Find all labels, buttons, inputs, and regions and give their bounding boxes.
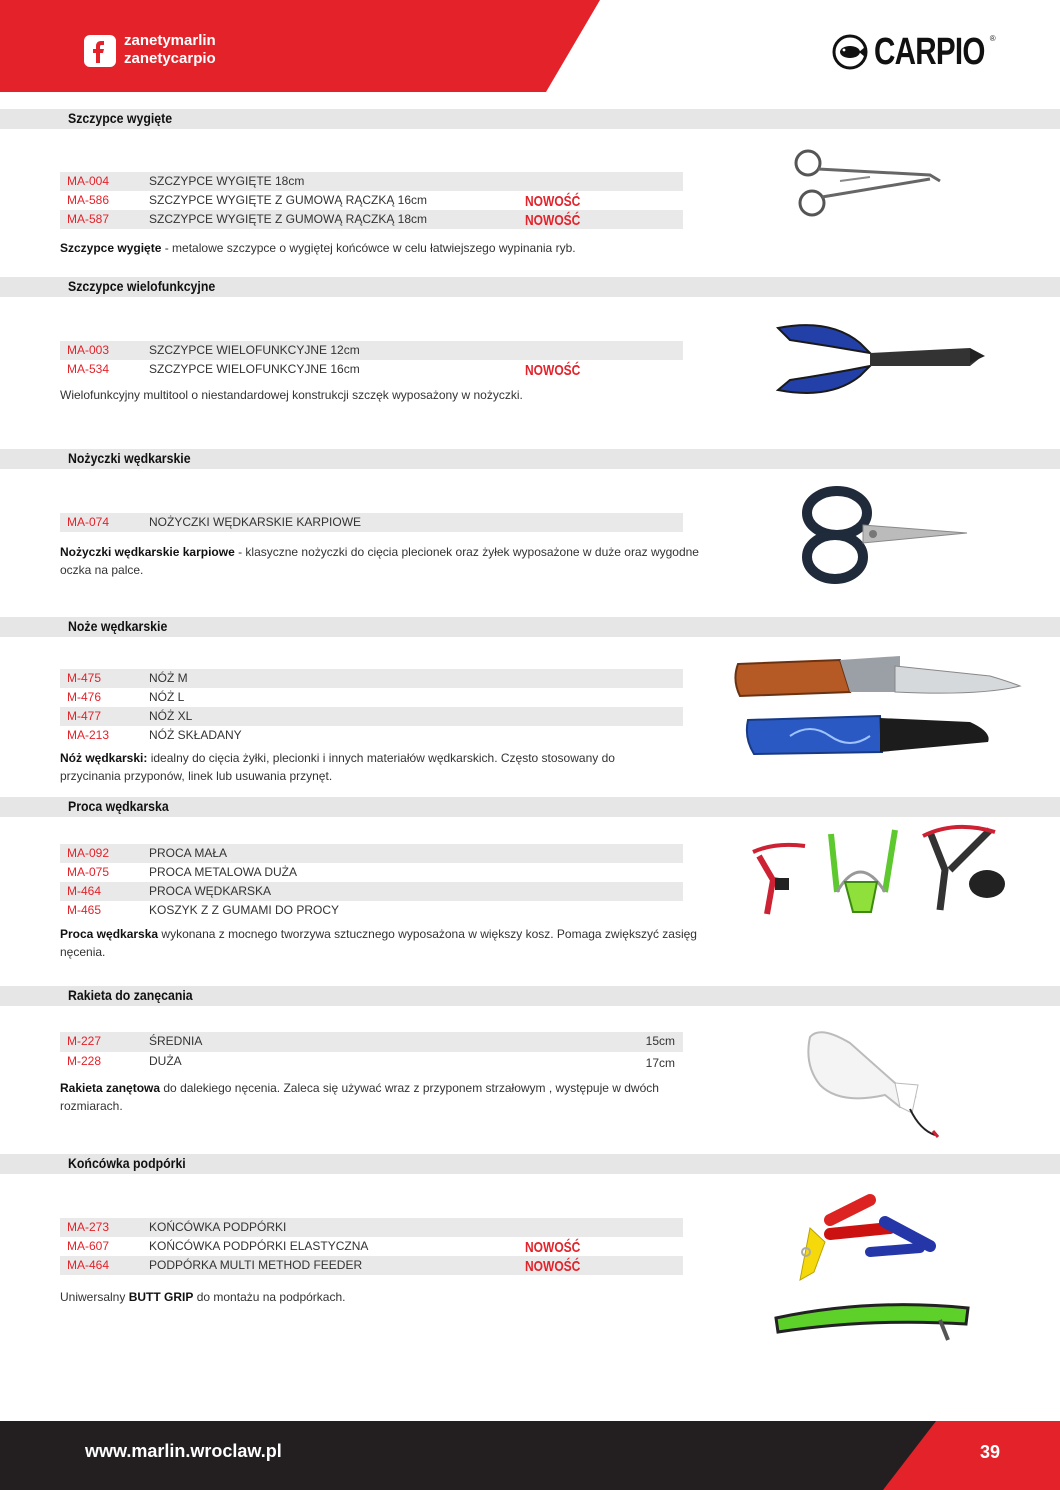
product-name: PODPÓRKA MULTI METHOD FEEDER — [149, 1258, 363, 1272]
product-code: M-464 — [67, 884, 102, 898]
section-header — [0, 277, 1060, 297]
section-title: Proca wędkarska — [68, 798, 169, 814]
section-description — [60, 1079, 660, 1115]
brand-name: CARPIO — [874, 30, 985, 73]
section-title: Końcówka podpórki — [68, 1155, 186, 1171]
butt-grips-image — [770, 1192, 980, 1342]
product-size: 17cm — [645, 1056, 675, 1070]
product-name: PROCA METALOWA DUŻA — [149, 865, 298, 879]
section-title: Rakieta do zanęcania — [68, 987, 193, 1003]
product-name: KOSZYK Z Z GUMAMI DO PROCY — [149, 903, 340, 917]
product-name: PROCA WĘDKARSKA — [149, 884, 272, 898]
section-description — [60, 925, 700, 961]
section-description — [60, 386, 700, 404]
desc-bold: BUTT GRIP — [128, 1290, 194, 1304]
product-code: MA-075 — [67, 865, 110, 879]
product-table — [60, 669, 683, 745]
desc-text: do montażu na podpórkach. — [193, 1290, 346, 1304]
table-row — [60, 726, 683, 745]
new-badge: NOWOŚĆ — [525, 1258, 581, 1275]
table-row — [60, 901, 683, 920]
slingshots-image — [745, 822, 1015, 922]
table-row — [60, 707, 683, 726]
table-row — [60, 669, 683, 688]
product-table — [60, 341, 683, 379]
product-code: MA-464 — [67, 1258, 110, 1272]
knives-image — [730, 652, 1030, 762]
product-table — [60, 844, 683, 920]
desc-bold: Nożyczki wędkarskie karpiowe — [60, 545, 235, 559]
website-link[interactable]: www.marlin.wroclaw.pl — [85, 1441, 282, 1461]
section-title: Szczypce wielofunkcyjne — [68, 278, 216, 294]
table-row — [60, 1052, 683, 1072]
product-table — [60, 513, 683, 532]
table-row — [60, 191, 683, 210]
product-name: SZCZYPCE WYGIĘTE Z GUMOWĄ RĄCZKĄ 16cm — [149, 193, 428, 207]
spod-rocket-image — [800, 1025, 950, 1140]
product-code: M-227 — [67, 1034, 102, 1048]
desc-bold: Proca wędkarska — [60, 927, 159, 941]
desc-bold: Nóż wędkarski: — [60, 751, 148, 765]
new-badge: NOWOŚĆ — [525, 193, 581, 210]
product-table — [60, 172, 683, 229]
section-header — [0, 797, 1060, 817]
product-name: DUŻA — [149, 1054, 182, 1068]
table-row — [60, 1218, 683, 1237]
table-row — [60, 863, 683, 882]
table-row — [60, 1032, 683, 1052]
section-header — [0, 986, 1060, 1006]
product-code: MA-607 — [67, 1239, 110, 1253]
product-code: MA-074 — [67, 515, 110, 529]
section-title: Noże wędkarskie — [68, 618, 168, 634]
section-description — [60, 543, 700, 579]
social-handle-marlin[interactable]: zanetymarlin — [124, 32, 216, 49]
product-name: KOŃCÓWKA PODPÓRKI ELASTYCZNA — [149, 1239, 369, 1253]
table-row — [60, 172, 683, 191]
product-code: MA-587 — [67, 212, 110, 226]
section-description — [60, 749, 660, 785]
desc-text: wykonana z mocnego tworzywa sztucznego wyposażona w większy kosz. Pomaga zwiększyć zasięg nęcenia. — [60, 927, 697, 959]
product-code: MA-273 — [67, 1220, 110, 1234]
desc-text: idealny do cięcia żyłki, plecionki i innych materiałów wędkarskich. Często stosowany do przycinania przyponów, linek lub usuwania przynęt. — [60, 751, 615, 783]
table-row — [60, 844, 683, 863]
registered-mark: ® — [989, 33, 996, 43]
desc-text: - klasyczne nożyczki do cięcia plecionek oraz żyłek wyposażone w duże oraz wygodne oczka na palce. — [60, 545, 699, 577]
product-name: NOŻYCZKI WĘDKARSKIE KARPIOWE — [149, 515, 362, 529]
table-row — [60, 688, 683, 707]
desc-bold: Szczypce wygięte — [60, 241, 162, 255]
section-header — [0, 449, 1060, 469]
section-description — [60, 1288, 700, 1306]
table-row — [60, 210, 683, 229]
desc-bold: Rakieta zanętowa — [60, 1081, 161, 1095]
product-name: NÓŻ M — [149, 671, 188, 685]
section-title: Szczypce wygięte — [68, 110, 173, 126]
table-row — [60, 1256, 683, 1275]
product-code: M-477 — [67, 709, 102, 723]
product-name: SZCZYPCE WIELOFUNKCYJNE 16cm — [149, 362, 360, 376]
product-name: SZCZYPCE WYGIĘTE 18cm — [149, 174, 305, 188]
table-row — [60, 513, 683, 532]
product-name: PROCA MAŁA — [149, 846, 228, 860]
product-table — [60, 1032, 683, 1072]
section-description — [60, 239, 700, 257]
product-name: NÓŻ L — [149, 690, 185, 704]
product-code: M-228 — [67, 1054, 102, 1068]
table-row — [60, 360, 683, 379]
desc-text: Wielofunkcyjny multitool o niestandardowej konstrukcji szczęk wyposażony w nożyczki. — [60, 388, 523, 402]
social-handle-carpio[interactable]: zanetycarpio — [124, 50, 216, 67]
table-row — [60, 341, 683, 360]
product-name: NÓŻ SKŁADANY — [149, 728, 242, 742]
product-code: MA-534 — [67, 362, 110, 376]
desc-text: do dalekiego nęcenia. Zaleca się używać wraz z przyponem strzałowym , występuje w dwóch rozmiarach. — [60, 1081, 659, 1113]
facebook-icon[interactable] — [84, 35, 116, 67]
curved-forceps-image — [780, 145, 950, 230]
page-number: 39 — [980, 1442, 1001, 1462]
new-badge: NOWOŚĆ — [525, 212, 581, 229]
section-header — [0, 617, 1060, 637]
carp-emblem-icon — [832, 34, 868, 70]
product-name: SZCZYPCE WIELOFUNKCYJNE 12cm — [149, 343, 360, 357]
table-row — [60, 882, 683, 901]
desc-text-pre: Uniwersalny — [60, 1290, 129, 1304]
product-code: MA-004 — [67, 174, 110, 188]
product-name: SZCZYPCE WYGIĘTE Z GUMOWĄ RĄCZKĄ 18cm — [149, 212, 428, 226]
desc-text: - metalowe szczypce o wygiętej końcówce w celu łatwiejszego wypinania ryb. — [161, 241, 576, 255]
product-code: MA-213 — [67, 728, 110, 742]
page-header — [0, 0, 1060, 92]
product-code: MA-092 — [67, 846, 110, 860]
product-size: 15cm — [645, 1034, 675, 1048]
product-code: M-465 — [67, 903, 102, 917]
section-title: Nożyczki wędkarskie — [68, 450, 191, 466]
product-code: MA-586 — [67, 193, 110, 207]
section-header — [0, 109, 1060, 129]
product-code: M-475 — [67, 671, 102, 685]
section-header — [0, 1154, 1060, 1174]
new-badge: NOWOŚĆ — [525, 1239, 581, 1256]
product-table — [60, 1218, 683, 1275]
new-badge: NOWOŚĆ — [525, 362, 581, 379]
carpio-logo — [832, 32, 1022, 72]
product-name: NÓŻ XL — [149, 709, 193, 723]
table-row — [60, 1237, 683, 1256]
product-name: ŚREDNIA — [149, 1034, 203, 1048]
product-name: KOŃCÓWKA PODPÓRKI — [149, 1220, 287, 1234]
social-handles — [124, 32, 216, 68]
product-code: MA-003 — [67, 343, 110, 357]
scissors-image — [795, 485, 975, 585]
product-code: M-476 — [67, 690, 102, 704]
multitool-pliers-image — [770, 318, 990, 403]
